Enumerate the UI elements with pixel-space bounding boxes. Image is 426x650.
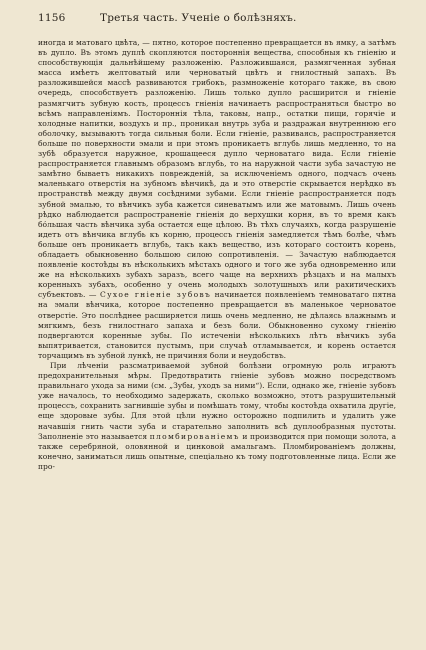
running-head: Третья часть. Ученіе о болѣзняхъ. (100, 12, 297, 24)
spaced-term: Сухое гніеніе зубовъ (100, 290, 212, 300)
paragraph (38, 361, 396, 472)
paragraph-text: При лѣченіи разсматриваемой зубной болѣзни огромную роль играютъ предохранительныя мѣры. Предотвратить гніеніе зубовъ можно посредствомъ правильнаго ухода за ними (см. „Зубы, уходъ за ними“). Если, однако же, гніеніе зубовъ уже началось, то необходимо задержать, сколько возможно, этотъ разрушительный процессъ, сохранить загнившіе зубы и помѣшать тому, чтобы костоѣда охватила другіе, еще здоровые зубы. Для этой цѣли нужно осторожно подпилить и удалить уже начавшія гнить части зуба и старательно заполнить всѣ дуплообразныя пустоты. Заполненіе это называется (38, 361, 396, 441)
page-header (38, 12, 396, 32)
paragraph-text: и производится при помощи золота, а также серебряной, оловянной и цинковой амальгамъ. Пломбированіемъ должны, конечно, заниматься лишь опытные, спеціально къ тому подготовленные лица. Если же про- (38, 431, 396, 471)
spaced-term: пломбированіемъ (149, 431, 240, 441)
paragraph-text: начинается появленіемъ темноватаго пятна на эмали вѣнчика, которое постепенно превращается въ маленькое черноватое отверстіе. Это послѣднее расширяется лишь очень медленно, не дѣлаясь влажнымъ и мягкимъ, безъ гнилостнаго запаха и безъ боли. Обыкновенно сухому гніенію подвергаются коренные зубы. По истеченіи нѣсколькихъ лѣтъ вѣнчикъ зуба выпятривается, становится пустымъ, при случаѣ отламывается, и корень остается торчащимъ въ зубной лункѣ, не причиняя боли и неудобствъ. (38, 290, 397, 360)
paragraph (38, 38, 396, 361)
body-text (38, 38, 396, 472)
paragraph-text: иногда и матоваго цвѣта, — пятно, которое постепенно превращается въ ямку, а затѣмъ въ дупло. Въ этомъ дуплѣ скопляются постороннія вещества, способныя къ гніенію и способствующія дальнѣйшему разложенію. Разложившаяся, размягченная зубная масса имѣетъ желтоватый или черноватый цвѣтъ и гнилостный запахъ. Въ разложившейся массѣ развиваются грибокъ, размноженіе котораго также, въ свою очередь, способствуетъ разложенію. Лишь только дупло расширится и гніеніе размягчитъ зубную кость, процессъ гніенія начинаетъ распространяться быстро во всѣмъ направленіямъ. Постороннія тѣла, таковы, напр., остатки пищи, горячіе и холодные напитки, воздухъ и пр., проникая внутрь зуба и раздражая внутреннюю его оболочку, вызываютъ тогда сильныя боли. Если гніеніе, развиваясь, распространяется больше по поверхности эмали и при этомъ проникаетъ вглубь лишь медленно, то на зубѣ образуется наружное, крошащееся дупло черноватаго вида. Если гніеніе распространяется главнымъ образомъ вглубь, то на наружной части зуба зачастую не замѣтно бываетъ никакихъ поврежденій, за исключеніемъ одного, подчасъ очень маленькаго отверстія на зубномъ вѣнчикѣ, да и это отверстіе скрывается нерѣдко въ пространствѣ между двумя сосѣдними зубами. Если гніеніе распространяется подъ зубной эмалью, то вѣнчикъ зуба кажется синеватымъ или же матовымъ. Лишь очень рѣдко наблюдается распространеніе гніенія до верхушки корня, въ то время какъ бóльшая часть вѣнчика зуба остается еще цѣлою. Въ тѣхъ случаяхъ, когда разрушеніе идетъ отъ вѣнчика вглубь къ корню, процессъ гніенія замедляется тѣмъ болѣе, чѣмъ больше онъ проникаетъ вглубь, такъ какъ вещество, изъ котораго состоитъ корень, обладаетъ обыкновенно большою силою сопротивленія. — Зачастую наблюдается появленіе костоѣды въ нѣсколькихъ мѣстахъ одного и того же зуба одновременно или же на нѣсколькихъ зубахъ заразъ, всего чаще на верхнихъ рѣзцахъ и на малыхъ коренныхъ зубахъ, особенно у очень молодыхъ золотушныхъ или рахитическихъ субъектовъ. — (38, 38, 396, 300)
page-number: 1156 (38, 12, 66, 24)
